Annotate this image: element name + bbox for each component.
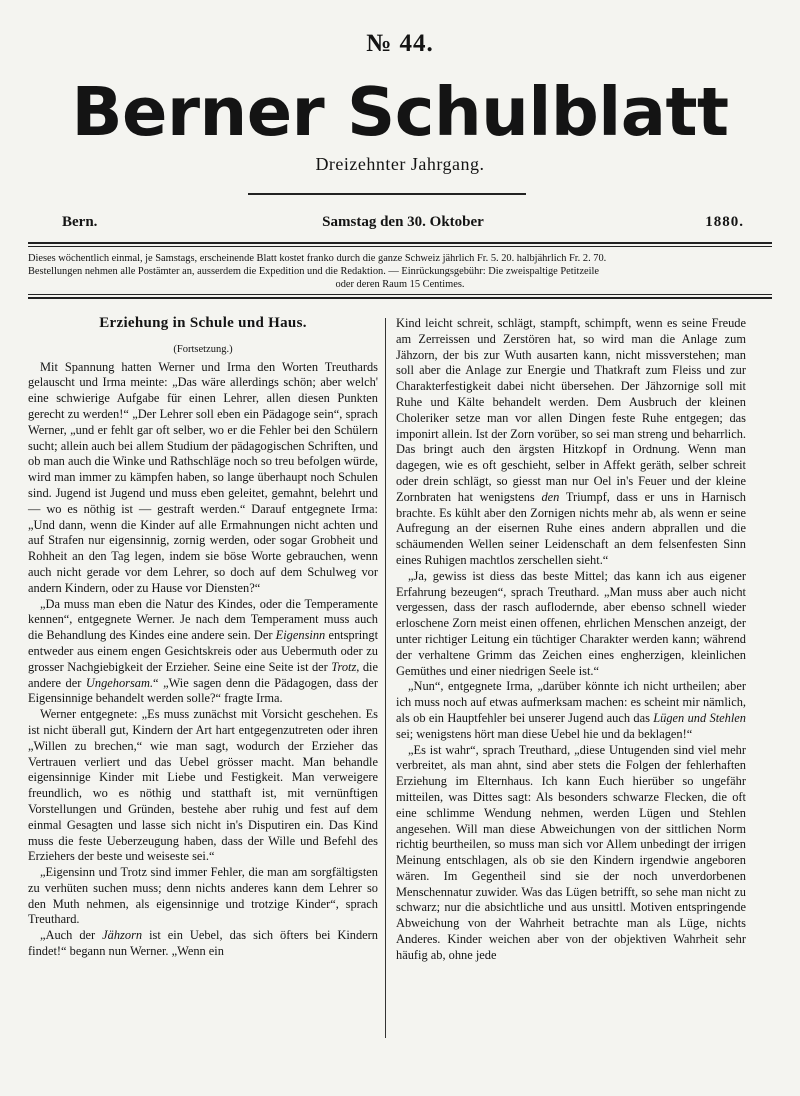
paragraph: Mit Spannung hatten Werner und Irma den Worten Treuthards gelauscht und Irma meinte: „Das wäre allerdings schön; aber welch' eine schwierige Aufgabe für einen Lehrer, allen diesen Punkten gerecht zu werden!“ „Der Lehrer soll eben ein Pädagoge sein“, sprach Werner, „und er fehlt gar oft selber, wo er die Fehler bei den Schülern sucht; allein auch bei allem Studium der pädagogischen Schriften, und ob man auch die Winke und Rathschläge noch so treu befolgen würde, wird man immer zu kämpfen haben, so lange überhaupt noch Schulen sind. Jugend ist Jugend und muss eben geleitet, gemahnt, belehrt und — wo es nöthig ist — gestraft werden.“ Darauf entgegnete Irma: „Und dann, wenn die Kinder auf alle Ermahnungen nicht achten und auf Strafen nur eigensinnig, zornig werden, oder sogar Grobheit und Rohheit an den Tag legen, indem sie böse Worte gebrauchen, wenn auch nicht gerade vor dem Lehrer, so doch auf dem Schulweg vor andern Kindern, oder zu Hause vor Diensten?“	[28, 359, 378, 595]
article-continued-note: (Fortsetzung.)	[173, 343, 233, 355]
divider-rule	[28, 242, 772, 244]
notice-line: Dieses wöchentlich einmal, je Samstags, erscheinende Blatt kostet franko durch die ganze Schweiz jährlich Fr. 5. 20. halbjährlich Fr. 2. 70.	[28, 253, 607, 264]
dateline-place: Bern.	[62, 214, 98, 230]
column-divider	[385, 318, 386, 1038]
paragraph: „Eigensinn und Trotz sind immer Fehler, die man am sorgfältigsten zu verhüten suchen muss; denn nichts anderes kann dem Lehrer so den Muth nehmen, als eigensinnige und trotzige Kinder“, sprach Treuthard.	[28, 865, 378, 927]
text-run: „Da muss man eben die Natur des Kindes, oder die Temperamente kennen“, entgegnete Werner. Je nach dem Temperament muss auch die Behandlung des Kindes eine andere sein. Der	[28, 596, 378, 643]
emphasis: Jähzorn	[102, 928, 143, 943]
subscription-notice	[28, 252, 772, 291]
emphasis: Eigensinn	[275, 628, 326, 643]
article-column-left	[28, 316, 378, 960]
divider-rule-thin	[28, 246, 772, 247]
notice-line: oder deren Raum 15 Centimes.	[335, 279, 465, 290]
paragraph	[28, 597, 378, 708]
text-run: Triumpf, dass er uns in Harnisch brachte. Es kühlt aber den Zornigen nichts mehr ab, als wenn er seine Aufregung an der eisernen Ruhe eines andern abprallen und die schäumenden Wellen seiner Leidenschaft an dem felsenfesten Sinn eines Ruhigen machtlos zerschellen sieht.“	[396, 489, 746, 567]
masthead-title: Berner Schulblatt	[71, 73, 729, 151]
emphasis: den	[541, 489, 560, 504]
paragraph: „Es ist wahr“, sprach Treuthard, „diese Untugenden sind viel mehr verbreitet, als man ahnt, sind aber stets die Folgen der fehlerhaften Erziehung im Elternhaus. Ich kann Euch hierüber so ungefähr mitteilen, was Dittes sagt: Als besonders schwarze Flecken, die oft eine schlimme Wendung nehmen, werden Lügen und Stehlen angesehen. Will man diese Abweichungen von der sittlichen Norm richtig beurtheilen, so muss man sich vor Allem unbedingt der irrigen Meinung entschlagen, als ob sie den Kindern irgendwie angeboren wären. Im Gegentheil sind sie der noch unverdorbenen Menschennatur zuwider. Was das Lügen betrifft, so sehe man nicht zu schwarz; nur die absichtliche und aus unsittl. Motiven entspringende Abweichung von der Wahrheit betrachte man als Lüge, nichts Anderes. Kinder weichen aber von der objektiven Wahrheit sehr häufig ab, ohne jede	[396, 742, 746, 962]
text-run: „Auch der	[40, 928, 103, 943]
text-run: Kind leicht schreit, schlägt, stampft, schimpft, wenn es seine Freude am Zerreissen und Zerstören hat, so wird man die Anlage zum Jähzorn, der bis zur Wuth ausarten kann, nicht missverstehen; man soll aber die Anlage zur Energie und Thatkraft zum Fleiss und zur Charakterfestigkeit dabei nicht übersehen. Der Jähzornige soll mit Ruhe und Kälte behandelt werden. Dem Ausbruch der kleinen Choleriker setze man vor allen Dingen feste Ruhe entgegen; das imponirt allein. Ist der Zorn vorüber, so sei man streng und beharrlich. Das bringt auch den ärgsten Hitzkopf in Ordnung. Wenn man dagegen, wie es oft geschieht, selber in Affekt geräth, selber schreit oder drein schlägt, so giesst man nur Oel in's Feuer und der kleine Zornbraten hat wenigstens	[396, 316, 746, 504]
dateline-date: Samstag den 30. Oktober	[322, 214, 484, 230]
divider-rule-thin	[28, 294, 772, 295]
notice-line: Bestellungen nehmen alle Postämter an, ausserdem die Expedition und die Redaktion. — Einrückungsgebühr: Die zweispaltige Petitzeile	[28, 266, 600, 277]
dateline	[62, 214, 744, 234]
divider-rule	[28, 297, 772, 299]
article-column-right	[396, 316, 746, 964]
text-run: sei; wenigstens hört man diese Uebel hie und da beklagen!“	[396, 726, 693, 741]
paragraph	[396, 679, 746, 742]
paragraph	[396, 316, 746, 569]
text-run: entspringt entweder aus einem engen Gesichtskreis oder aus Uebermuth oder zu grosser Nachgiebigkeit der Erzieher. Seine eine Seite ist der	[28, 628, 379, 674]
ornamental-rule	[248, 193, 526, 195]
text-run: „Nun“, entgegnete Irma, „darüber könnte ich nicht urtheilen; aber ich muss noch auf etwas aufmerksam machen: es scheint mir nämlich, als ob ein Hauptfehler bei unserer Jugend auch das	[396, 679, 746, 725]
masthead-subtitle: Dreizehnter Jahrgang.	[315, 154, 485, 174]
emphasis: Trotz	[331, 659, 357, 674]
paragraph: „Ja, gewiss ist diess das beste Mittel; das kann ich aus eigener Erfahrung bezeugen“, sprach Treuthard. „Man muss aber auch nicht vergessen, dass der rasch auflodernde, aber ebenso schnell wieder erloschene Zorn meist einen offenen, ehrlichen Menschen anzeigt, der unter richtiger Leitung ein tüchtiger Charakter werden kann; während der verhaltene Grimm das Zeichen eines engherzigen, kleinlichen Gemüthes und einer niedrigen Seele ist.“	[396, 568, 746, 678]
text-run: “ „Wie sagen denn die Pädagogen, dass der Eigensinnige behandelt werden solle?“ fragte Irma.	[28, 675, 378, 706]
paragraph: Werner entgegnete: „Es muss zunächst mit Vorsicht geschehen. Es ist nicht überall gut, Kindern der Art hart entgegenzutreten oder ihren „Willen zu brechen,“ wie man sagt, wodurch der Erzieher das Vertrauen verliert und das Uebel grösser macht. Man behandle eigensinnige Kinder mit Liebe und Festigkeit. Man verweigere freundlich, wo es nöthig und statthaft ist, mit vernünftigen Vorstellungen und Gründen, bestehe aber ruhig und fest auf dem einmal Gesagten und lasse sich nicht in's Disputiren ein. Das Kind muss die feste Ueberzeugung haben, dass der Wille und Befehl des Erziehers der beste und weiseste sei.“	[28, 707, 378, 864]
text-run: ist ein Uebel, das sich öfters bei Kindern findet!“ begann nun Werner. „Wenn ein	[28, 928, 378, 959]
paragraph	[28, 928, 378, 960]
issue-number: № 44.	[366, 30, 434, 57]
emphasis: Ungehorsam.	[85, 675, 154, 690]
dateline-year: 1880.	[705, 214, 744, 230]
text-run: , die andere der	[28, 659, 378, 690]
article-heading: Erziehung in Schule und Haus.	[99, 315, 307, 331]
emphasis: Lügen und Stehlen	[653, 710, 747, 725]
